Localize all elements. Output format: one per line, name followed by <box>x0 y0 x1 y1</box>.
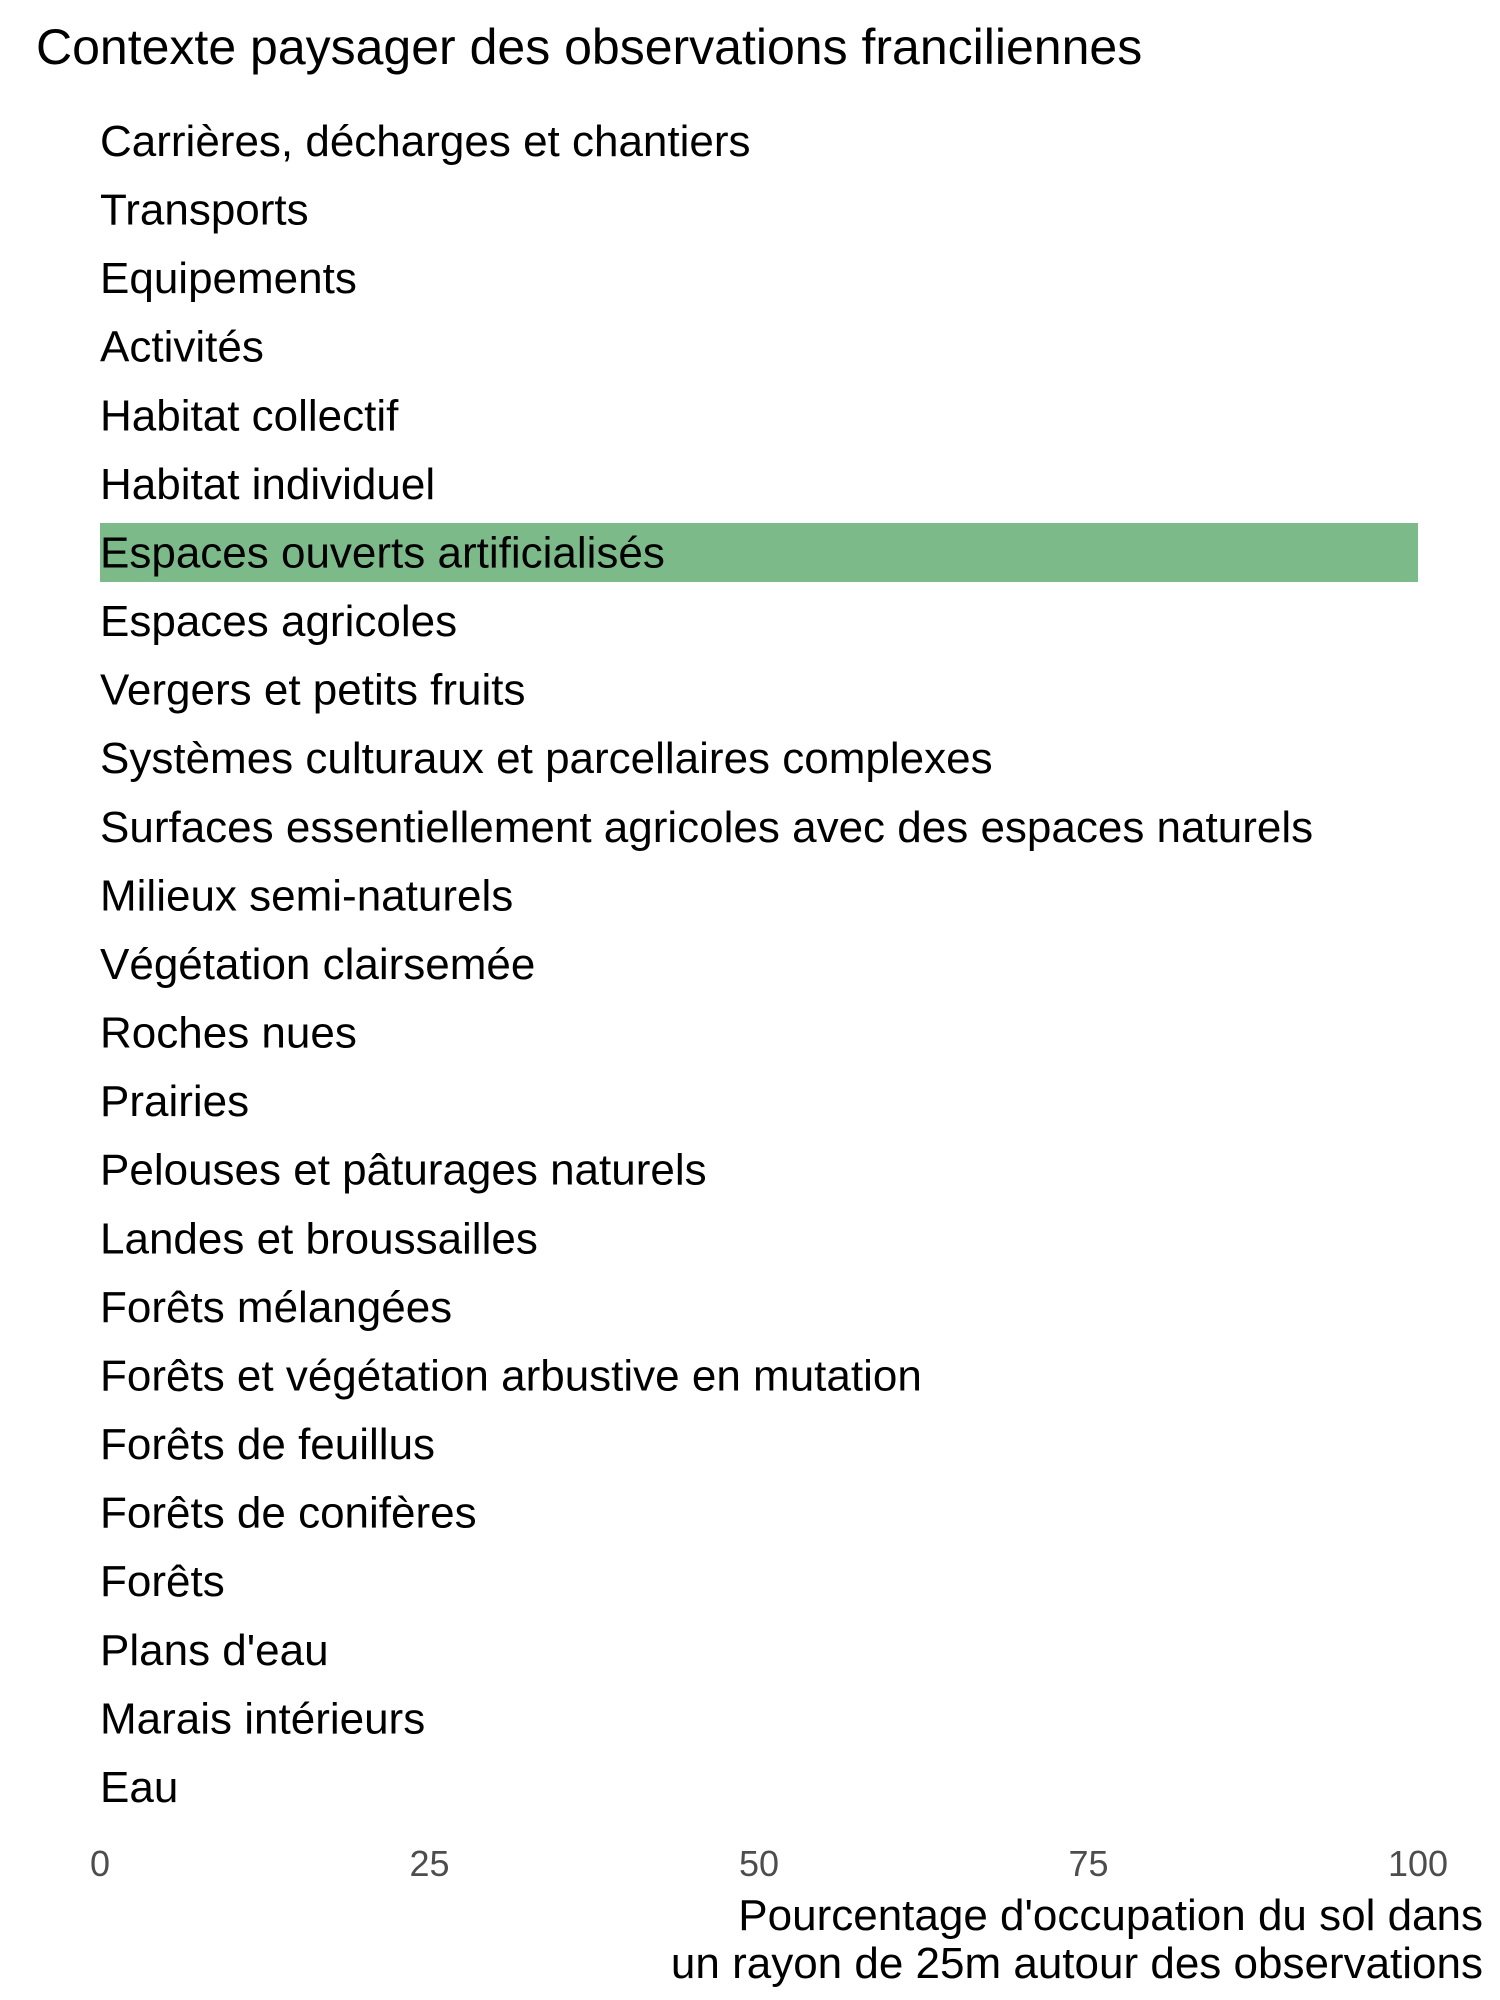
category-label-9: Vergers et petits fruits <box>100 665 526 715</box>
category-label-12: Milieux semi-naturels <box>100 871 514 921</box>
category-label-4: Activités <box>100 322 264 372</box>
category-label-1: Carrières, décharges et chantiers <box>100 117 751 166</box>
category-label-10: Systèmes culturaux et parcellaires complexes <box>100 734 993 784</box>
chart-title: Contexte paysager des observations franciliennes <box>36 19 1143 75</box>
category-label-20: Forêts de feuillus <box>100 1420 436 1470</box>
category-label-15: Prairies <box>100 1077 250 1127</box>
category-label-13: Végétation clairsemée <box>100 939 536 989</box>
category-label-21: Forêts de conifères <box>100 1488 477 1538</box>
category-label-2: Transports <box>100 185 309 235</box>
x-tick-label-25: 25 <box>409 1843 450 1884</box>
category-label-22: Forêts <box>100 1557 225 1607</box>
category-label-19: Forêts et végétation arbustive en mutation <box>100 1351 922 1401</box>
category-label-25: Eau <box>100 1762 179 1812</box>
category-label-16: Pelouses et pâturages naturels <box>100 1145 707 1195</box>
category-label-7: Espaces ouverts artificialisés <box>100 528 665 578</box>
category-label-6: Habitat individuel <box>100 459 436 509</box>
category-label-24: Marais intérieurs <box>100 1694 426 1744</box>
x-tick-label-0: 0 <box>89 1843 111 1884</box>
category-label-18: Forêts mélangées <box>100 1282 453 1332</box>
category-label-11: Surfaces essentiellement agricoles avec des espaces naturels <box>100 802 1314 852</box>
category-label-3: Equipements <box>100 254 357 304</box>
category-label-23: Plans d'eau <box>100 1625 329 1675</box>
category-label-17: Landes et broussailles <box>100 1214 538 1264</box>
category-label-14: Roches nues <box>100 1008 357 1058</box>
x-tick-label-50: 50 <box>738 1843 780 1884</box>
x-axis-tick-labels <box>90 1843 1448 1884</box>
x-axis-title-line-2: un rayon de 25m autour des observations <box>670 1939 1483 1988</box>
x-tick-label-75: 75 <box>1068 1843 1109 1884</box>
x-tick-label-100: 100 <box>1387 1843 1449 1884</box>
category-labels <box>100 117 1313 1812</box>
x-axis-title-line-1: Pourcentage d'occupation du sol dans <box>738 1891 1483 1940</box>
category-label-5: Habitat collectif <box>100 391 399 441</box>
category-label-8: Espaces agricoles <box>100 597 458 647</box>
